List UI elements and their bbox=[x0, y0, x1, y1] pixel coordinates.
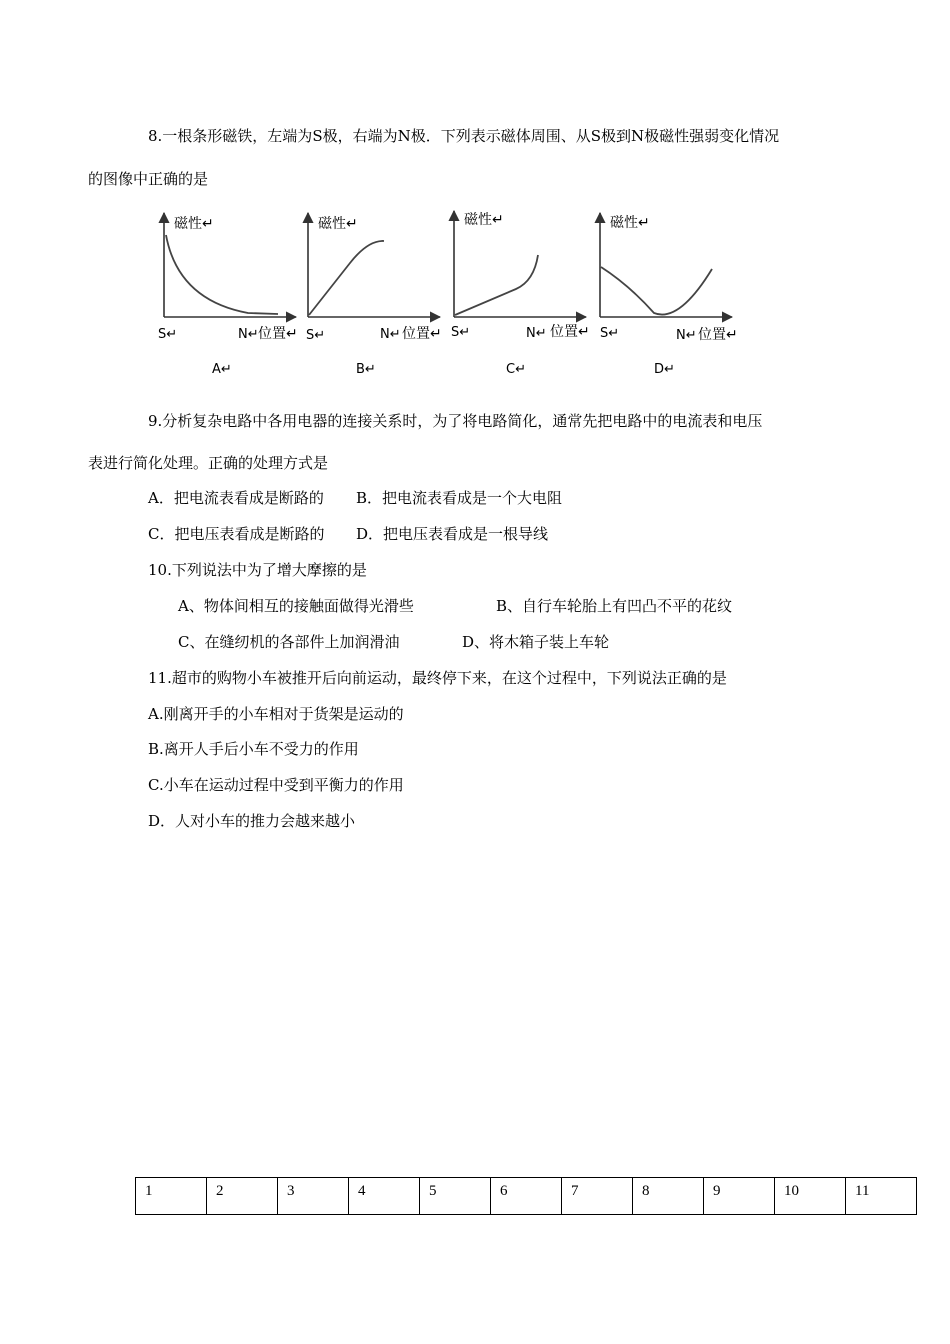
answer-cell-10[interactable]: 10 bbox=[775, 1178, 846, 1215]
q9-option-d: D．把电压表看成是一根导线 bbox=[356, 525, 549, 543]
q11-option-a: A.刚离开手的小车相对于货架是运动的 bbox=[148, 705, 404, 723]
graph-b-letter: B↵ bbox=[356, 362, 376, 377]
q10-stem: 10.下列说法中为了增大摩擦的是 bbox=[148, 561, 367, 579]
answer-cell-7[interactable]: 7 bbox=[562, 1178, 633, 1215]
graph-c-letter: C↵ bbox=[506, 362, 526, 377]
answer-cell-4[interactable]: 4 bbox=[349, 1178, 420, 1215]
q8-stem-line2: 的图像中正确的是 bbox=[88, 170, 209, 188]
answer-cell-5[interactable]: 5 bbox=[420, 1178, 491, 1215]
answer-cell-8[interactable]: 8 bbox=[633, 1178, 704, 1215]
graph-d-xlabel: 位置↵ bbox=[698, 327, 738, 343]
graph-b-s-label: S↵ bbox=[306, 328, 326, 343]
graph-b-xlabel: 位置↵ bbox=[402, 326, 442, 342]
answer-table bbox=[135, 1177, 917, 1215]
graph-c-ylabel: 磁性↵ bbox=[464, 212, 504, 228]
graph-a-curve bbox=[166, 235, 278, 314]
answer-cell-11[interactable]: 11 bbox=[846, 1178, 917, 1215]
graph-c-s-label: S↵ bbox=[451, 325, 471, 340]
q10-option-b: B、自行车轮胎上有凹凸不平的花纹 bbox=[496, 597, 733, 615]
graph-c-n-label: N↵ bbox=[526, 326, 547, 341]
graph-d-letter: D↵ bbox=[654, 362, 675, 377]
answer-table-row bbox=[136, 1178, 917, 1215]
graph-a-n-label: N↵ bbox=[238, 327, 259, 342]
graph-a-letter: A↵ bbox=[212, 362, 232, 377]
graph-a-ylabel: 磁性↵ bbox=[174, 216, 214, 232]
answer-cell-3[interactable]: 3 bbox=[278, 1178, 349, 1215]
graph-c-curve bbox=[455, 255, 538, 315]
q8-graph-options bbox=[148, 205, 748, 380]
answer-cell-2[interactable]: 2 bbox=[207, 1178, 278, 1215]
answer-cell-9[interactable]: 9 bbox=[704, 1178, 775, 1215]
graph-c-xlabel: 位置↵ bbox=[550, 324, 590, 340]
graph-b-ylabel: 磁性↵ bbox=[318, 216, 358, 232]
graph-a bbox=[158, 213, 298, 377]
q9-stem-line2: 表进行简化处理。正确的处理方式是 bbox=[88, 454, 329, 472]
q8-stem-line1: 8.一根条形磁铁，左端为S极，右端为N极．下列表示磁体周围、从S极到N极磁性强弱变化情况 bbox=[148, 127, 780, 145]
q9-option-b: B．把电流表看成是一个大电阻 bbox=[356, 489, 563, 507]
graph-a-s-label: S↵ bbox=[158, 327, 178, 342]
graph-b-n-label: N↵ bbox=[380, 327, 401, 342]
q11-option-c: C.小车在运动过程中受到平衡力的作用 bbox=[148, 776, 404, 794]
graph-a-xlabel: 位置↵ bbox=[258, 326, 298, 342]
graph-d-curve bbox=[601, 267, 712, 315]
graph-d-s-label: S↵ bbox=[600, 326, 620, 341]
q11-stem: 11.超市的购物小车被推开后向前运动，最终停下来，在这个过程中，下列说法正确的是 bbox=[148, 669, 727, 687]
q11-option-b: B.离开人手后小车不受力的作用 bbox=[148, 740, 359, 758]
q8-graphs-svg bbox=[148, 205, 748, 380]
answer-cell-6[interactable]: 6 bbox=[491, 1178, 562, 1215]
q10-option-c: C、在缝纫机的各部件上加润滑油 bbox=[178, 633, 400, 651]
graph-c bbox=[451, 211, 590, 377]
q11-option-d: D．人对小车的推力会越来越小 bbox=[148, 812, 356, 830]
graph-d bbox=[600, 213, 738, 377]
q9-option-c: C．把电压表看成是断路的 bbox=[148, 525, 325, 543]
q9-option-a: A．把电流表看成是断路的 bbox=[148, 489, 324, 507]
q10-option-a: A、物体间相互的接触面做得光滑些 bbox=[178, 597, 414, 615]
q10-option-d: D、将木箱子装上车轮 bbox=[462, 633, 610, 651]
graph-d-ylabel: 磁性↵ bbox=[610, 215, 650, 231]
graph-d-n-label: N↵ bbox=[676, 328, 697, 343]
q9-stem-line1: 9.分析复杂电路中各用电器的连接关系时，为了将电路简化，通常先把电路中的电流表和电压 bbox=[148, 412, 763, 430]
graph-b-curve bbox=[309, 241, 384, 315]
answer-cell-1[interactable]: 1 bbox=[136, 1178, 207, 1215]
graph-b bbox=[306, 213, 442, 377]
